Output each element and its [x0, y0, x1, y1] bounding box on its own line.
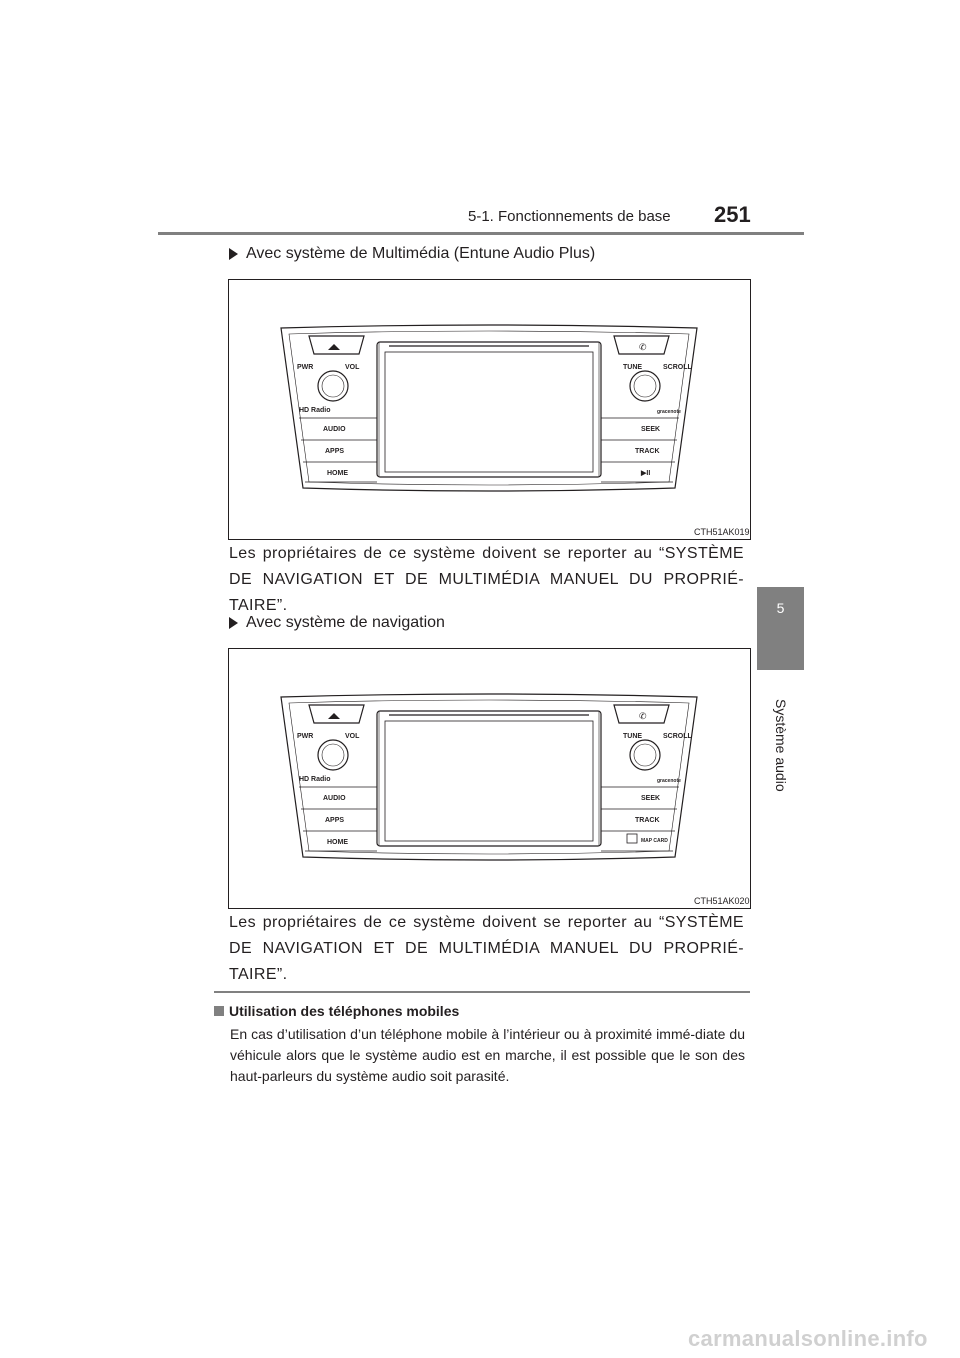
- panel-label-tune: TUNE: [623, 733, 643, 740]
- panel-label-audio: AUDIO: [323, 426, 346, 433]
- figure-1-frame: [228, 279, 751, 540]
- panel-label-home: HOME: [327, 470, 348, 477]
- panel-label-audio: AUDIO: [323, 795, 346, 802]
- square-bullet-icon: [214, 1006, 224, 1016]
- header-divider: [158, 232, 804, 235]
- figure-1-heading-text: Avec système de Multimédia (Entune Audio Plus): [246, 245, 596, 262]
- section-divider: [214, 991, 750, 993]
- panel-label-pwr: PWR: [297, 364, 314, 371]
- panel-label-hdradio: HD Radio: [299, 407, 331, 414]
- panel-label-pwr: PWR: [297, 733, 314, 740]
- phone-icon: ✆: [639, 711, 647, 721]
- figure-1-caption: CTH51AK019: [694, 527, 750, 537]
- mobile-section-text: En cas d’utilisation d’un téléphone mobile à l’intérieur ou à proximité immé-diate du véhicule alors que le système audio est en marche, il est possible que le son des haut-parleurs du système audio soit parasité.: [230, 1026, 745, 1084]
- figure-2-note: Les propriétaires de ce système doivent se reporter au “SYSTÈME DE NAVIGATION ET DE MULTIMÉDIA MANUEL DU PROPRIÉ-TAIRE”.: [229, 914, 744, 983]
- bullet-arrow-icon: [229, 617, 238, 629]
- panel-label-seek: SEEK: [641, 426, 661, 433]
- panel-label-track: TRACK: [635, 448, 660, 455]
- panel-label-tune: TUNE: [623, 364, 643, 371]
- panel-label-track: TRACK: [635, 817, 660, 824]
- panel-label-apps: APPS: [325, 817, 345, 824]
- figure-1-heading: [229, 245, 595, 263]
- panel-label-play-pause: ▶II: [641, 470, 651, 477]
- panel-label-apps: APPS: [325, 448, 345, 455]
- figure-2-heading: [229, 614, 445, 632]
- mobile-section-title-text: Utilisation des téléphones mobiles: [229, 1003, 460, 1019]
- page-number: 251: [714, 202, 751, 227]
- panel-label-gracenote: gracenote: [657, 778, 681, 784]
- mobile-section-title: [214, 1003, 459, 1019]
- eject-icon: [328, 344, 340, 350]
- panel-label-home: HOME: [327, 839, 348, 846]
- figure-1-note: Les propriétaires de ce système doivent se reporter au “SYSTÈME DE NAVIGATION ET DE MULTIMÉDIA MANUEL DU PROPRIÉ-TAIRE”.: [229, 545, 744, 614]
- chapter-tab-number: 5: [776, 600, 785, 616]
- section-title: 5-1. Fonctionnements de base: [468, 208, 671, 225]
- phone-icon: ✆: [639, 342, 647, 352]
- panel-label-scroll: SCROLL: [663, 733, 692, 740]
- eject-icon: [328, 713, 340, 719]
- chapter-tab-label: Système audio: [773, 698, 789, 792]
- panel-label-vol: VOL: [345, 364, 360, 371]
- panel-label-scroll: SCROLL: [663, 364, 692, 371]
- watermark: carmanualsonline.info: [688, 1326, 928, 1351]
- audio-panel-illustration-1: [229, 280, 750, 539]
- figure-2-heading-text: Avec système de navigation: [246, 614, 445, 631]
- panel-label-hdradio: HD Radio: [299, 776, 331, 783]
- panel-label-map-card: MAP CARD: [641, 838, 668, 844]
- figure-2-frame: [228, 648, 751, 909]
- panel-label-seek: SEEK: [641, 795, 661, 802]
- audio-panel-illustration-2: [229, 649, 750, 908]
- panel-label-vol: VOL: [345, 733, 360, 740]
- panel-label-gracenote: gracenote: [657, 409, 681, 415]
- bullet-arrow-icon: [229, 248, 238, 260]
- figure-2-caption: CTH51AK020: [694, 896, 750, 906]
